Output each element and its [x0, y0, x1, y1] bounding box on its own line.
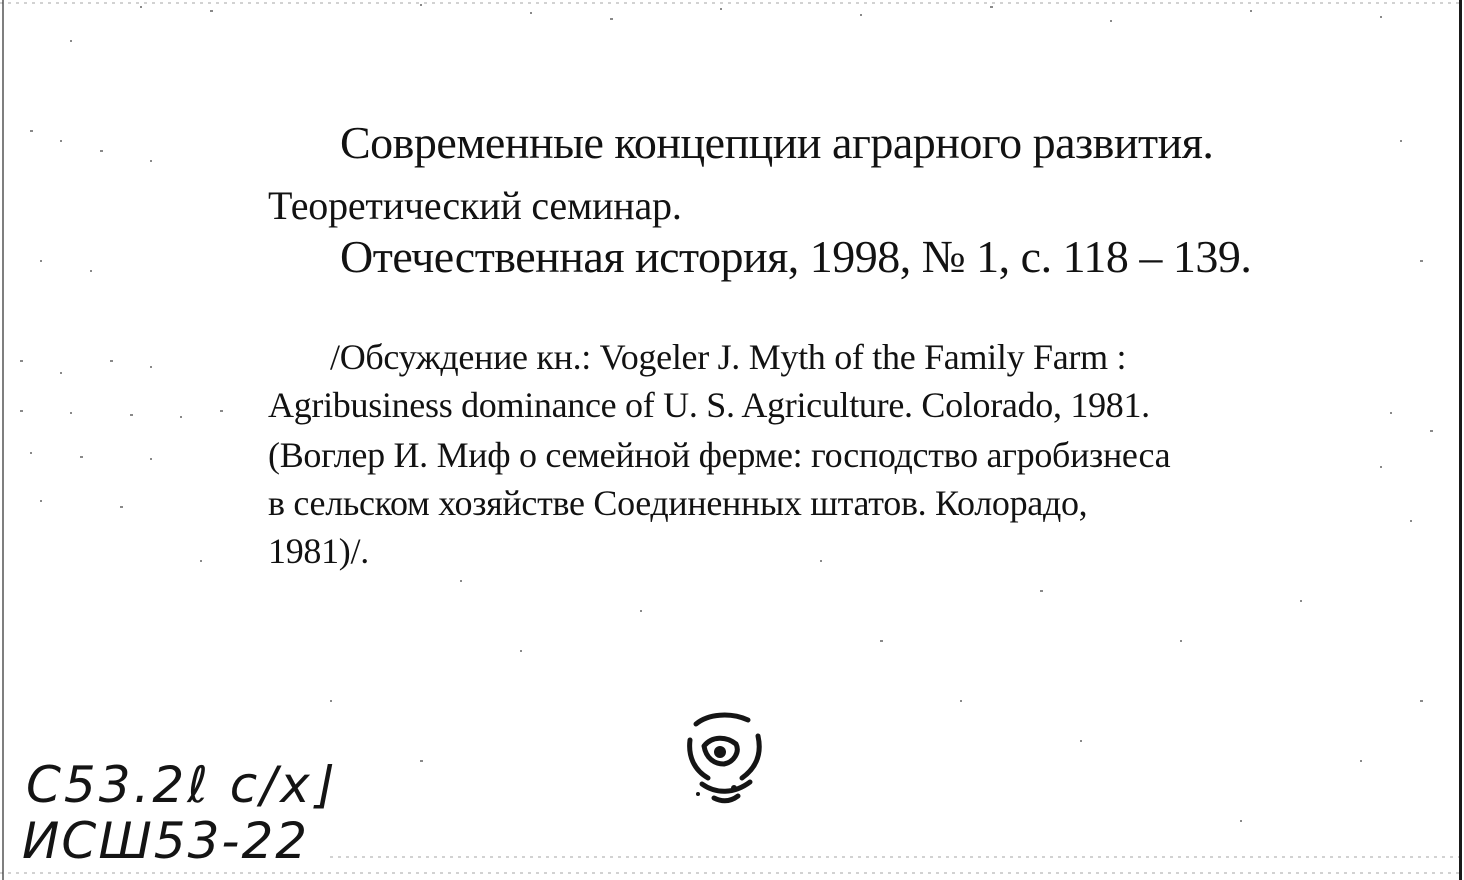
title-line-1: Современные концепции аграрного развития.: [340, 117, 1214, 168]
note-line-4: в сельском хозяйстве Соединенных штатов. Колорадо,: [268, 483, 1088, 523]
note-line-1: /Обсуждение кн.: Vogeler J. Myth of the Family Farm :: [330, 337, 1127, 377]
note-line-5: 1981)/.: [268, 531, 369, 571]
source-citation: Отечественная история, 1998, № 1, с. 118 – 139.: [340, 231, 1252, 282]
handwritten-call-number: С53.2ℓ с/х⌋: [26, 756, 336, 814]
library-stamp-icon: [678, 706, 770, 806]
card-left-edge: [2, 0, 4, 880]
note-line-3: (Воглер И. Миф о семейной ферме: господство агробизнеса: [268, 435, 1171, 475]
title-line-2: Теоретический семинар.: [268, 183, 682, 228]
handwritten-shelf-mark: ИСШ53-22: [22, 812, 310, 870]
card-right-edge: [1459, 0, 1462, 880]
note-line-2: Agribusiness dominance of U. S. Agriculture. Colorado, 1981.: [268, 385, 1150, 425]
